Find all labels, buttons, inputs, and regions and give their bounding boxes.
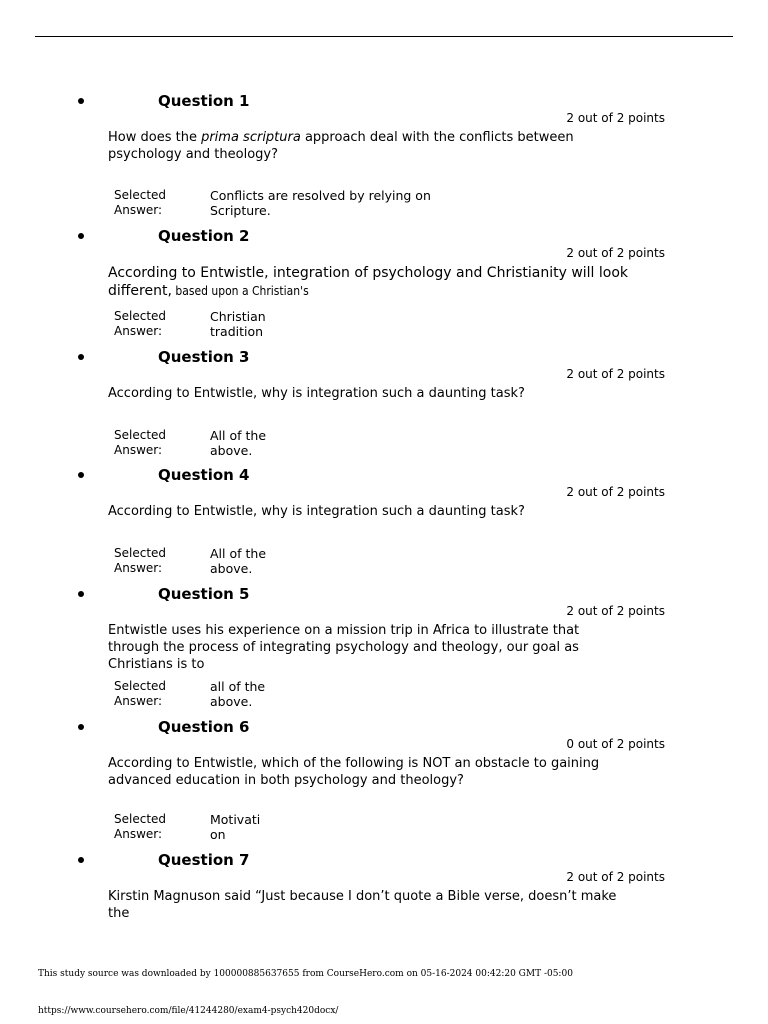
question-points: 2 out of 2 points xyxy=(566,870,665,884)
question-points: 2 out of 2 points xyxy=(566,367,665,381)
selected-answer: all of the above. xyxy=(210,679,266,709)
question-text: How does the prima scriptura approach deal with the conflicts between psychology and theology? xyxy=(108,130,574,162)
bullet-icon xyxy=(78,233,84,239)
selected-answer-label: Selected Answer: xyxy=(114,812,167,841)
question-points: 0 out of 2 points xyxy=(566,737,665,751)
selected-answer-label: Selected Answer: xyxy=(114,428,167,457)
question-text: Kirstin Magnuson said “Just because I don’t quote a Bible verse, doesn’t make the xyxy=(108,889,617,921)
bullet-icon xyxy=(78,724,84,730)
bullet-icon xyxy=(78,591,84,597)
selected-answer: Conflicts are resolved by relying on Scripture. xyxy=(210,188,431,218)
question-title: Question 3 xyxy=(158,348,250,366)
question-text: According to Entwistle, which of the following is NOT an obstacle to gaining advanced education in both psychology and theology? xyxy=(108,756,600,788)
selected-answer: Christian tradition xyxy=(210,309,266,339)
question-text: According to Entwistle, why is integration such a daunting task? xyxy=(108,386,525,401)
question-title: Question 1 xyxy=(158,92,250,110)
question-title: Question 6 xyxy=(158,718,250,736)
selected-answer-label: Selected Answer: xyxy=(114,188,167,217)
question-text: Entwistle uses his experience on a mission trip in Africa to illustrate that through the process of integrating psychology and theology, our goal as Christians is to xyxy=(108,623,580,672)
selected-answer: All of the above. xyxy=(210,428,267,458)
question-title: Question 2 xyxy=(158,227,250,245)
bullet-icon xyxy=(78,472,84,478)
question-text: According to Entwistle, why is integration such a daunting task? xyxy=(108,504,525,519)
question-title: Question 4 xyxy=(158,466,250,484)
selected-answer: Motivati on xyxy=(210,812,261,842)
question-points: 2 out of 2 points xyxy=(566,485,665,499)
bullet-icon xyxy=(78,857,84,863)
question-text: According to Entwistle, integration of psychology and Christianity will look different, based upon a Christian's xyxy=(108,265,629,299)
selected-answer-label: Selected Answer: xyxy=(114,546,167,575)
question-points: 2 out of 2 points xyxy=(566,111,665,125)
question-points: 2 out of 2 points xyxy=(566,246,665,260)
selected-answer-label: Selected Answer: xyxy=(114,309,167,338)
selected-answer-label: Selected Answer: xyxy=(114,679,167,708)
question-title: Question 7 xyxy=(158,851,250,869)
selected-answer: All of the above. xyxy=(210,546,267,576)
download-note: This study source was downloaded by 100000885637655 from CourseHero.com on 05-16-2024 00:42:20 GMT -05:00 xyxy=(38,969,573,979)
top-rule xyxy=(35,36,733,37)
question-title: Question 5 xyxy=(158,585,250,603)
bullet-icon xyxy=(78,98,84,104)
bullet-icon xyxy=(78,354,84,360)
question-points: 2 out of 2 points xyxy=(566,604,665,618)
source-url: https://www.coursehero.com/file/41244280/exam4-psych420docx/ xyxy=(38,1006,339,1016)
